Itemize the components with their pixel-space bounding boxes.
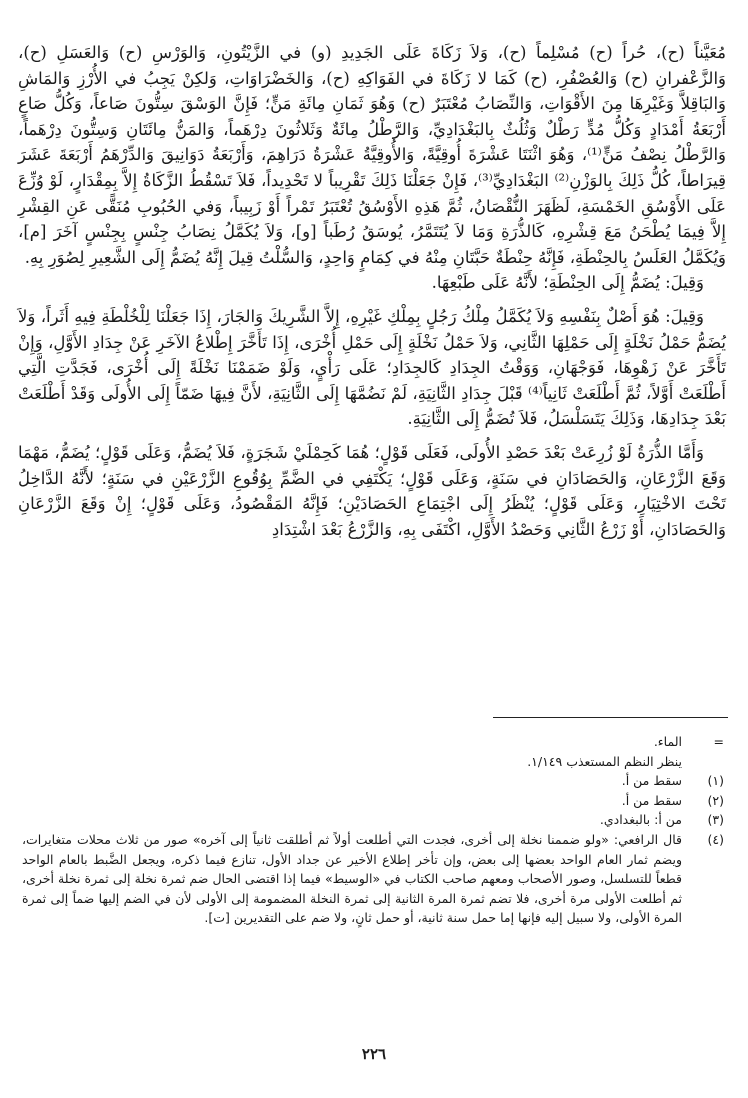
footnote-item	[22, 732, 724, 752]
footnote-text: قال الرافعي: «ولو ضممنا نخلة إلى أخرى، فجدت التي أطلعت أولاً ثم أطلقت ثانياً إلى آخره» صور من ثلاث محلات متغايرات، ويضم ثمار العام الواحد بعضها إلى بعض، وإن تأخر إطلاع الأخير عن جداد الأول، تنازع فيما ذكره، ويجعل الضَّبط بالعام الواحد قطعاً للتسلسل، وصور الأصحاب ومعهم صاحب الكتاب في «الوسيط» فيما إذا اقتضى الحال ضم ثمرة نخلة إلى ثمرة نخلة أخرى، ثم أطلعت الأولى مرة أخرى، فلا تضم ثمرة المرة الثانية إلى ثمرة النخلة المضمومة إلى الأولى لأن في الضم إليها ضماً إلى ثمرة المرة الأولى، ولا سبيل إليه فإنها إما حمل سنة ثانية، أو حمل ثانٍ، ولا ضم على التقديرين [ت].	[22, 831, 682, 926]
footnote-marker: (٢)	[707, 792, 724, 808]
main-paragraph: مُعَيَّناً (ح)، حُراً (ح) مُسْلِماً (ح)، وَلاَ زَكَاةَ عَلَى الجَدِيدِ (و) في الزَّيْتُونِ، وَالوَرْسِ (ح) وَالعَسَلِ (ح)، وَالزَّعْفرانِ (ح) وَالعُصْفُرِ، (ح) كَمَا لا زَكَاةَ في الفَوَاكِهِ (ح)، وَالخَضْرَاوَاتِ، وَلكِنْ يَجِبُ في الأُرْزِ وَالمَاشِ وَالبَاقِلاَّ وَغَيْرِهَا مِنَ الأَقْوَاتِ، وَالنِّصَابُ مُعْتَبَرٌ (ح) وَهُوَ ثَمَانِ مِائَةِ مَنٍّ؛ فَإِنَّ الوَسْقَ سِتُّونَ صَاعاً، وَكُلُّ صَاعٍ أَرْبَعَةُ أَمْدَادٍ وَكُلُّ مُدٍّ رَطْلٌ وَثُلُثٌ بِالبَغْدَادِيِّ، وَالرَّطْلُ مِائَةٌ وَثَلاثُونَ دِرْهَماً، وَالمَنُّ مِائَتَانِ وَسِتُّونَ دِرْهَماً، وَالرَّطْلُ نِصْفُ مَنٍّ⁽¹⁾، وَهُوَ اثْنَتَا عَشْرَةَ أُوقِيَّةً، وَالأُوقِيَّةُ عَشْرَةُ دَرَاهِمَ، وَأَرْبَعَةُ دَوَانِيقَ وَالدِّرْهَمُ أَرْبَعَةَ عَشَرَ قِيرَاطاً، كُلُّ ذَلِكَ بِالوَزْنِ⁽²⁾ البَغْدَادِيِّ⁽³⁾، فَإِنْ جَعَلْنَا ذَلِكَ تَقْرِيباً لا تَحْدِيداً، فَلاَ تَسْقُطُ الزَّكَاةُ إِلاَّ بِمِقْدَارٍ، لَوْ وُزِّعَ عَلَى الأَوْسُقِ الخَمْسَةِ، لَظَهَرَ النُّقْصَانُ، ثُمَّ هَذِهِ الأَوْسُقُ تُعْتَبَرُ تَمْراً أَوْ زَبِيباً، وَفي الحُبُوبِ مُنَقًّى عَنِ القِشْرِ إِلاَّ فِيمَا يُطْحَنُ مَعَ قِشْرِهِ، كَالذُّرَةِ وَمَا لاَ يُتَتَمَّرُ، يُوسَقُ رُطَباً [و]، وَلاَ يُكَمَّلُ نِصَابُ جِنْسٍ بِجِنْسٍ آخَرَ [م]، وَيُكَمَّلُ العَلَسُ بِالحِنْطَةِ، فَإِنَّهُ حِنْطَةٌ حَبَّتَانِ مِنْهُ في كِمَامٍ وَاحِدٍ، وَالسُّلْتُ قِيلَ إِنَّهُ يُضَمُّ إِلَى الشَّعِيرِ لِصُوَرِ بِهِ.	[18, 43, 727, 267]
main-paragraph: وَأَمَّا الذُّرَةُ لَوْ زُرِعَتْ بَعْدَ حَصْدِ الأُولَى، فَعَلَى قَوْلٍ؛ هُمَا كَحِمْلَيْ شَجَرَةٍ، فَلاَ يُضَمُّ، وَعَلَى قَوْلٍ؛ يُضَمُّ، مَهْمَا وَقَعَ الزَّرْعَانِ، وَالحَصَادَانِ في سَنَةٍ، وَعَلَى قَوْلٍ؛ يَكْتَفِي في الضَّمِّ بِوُقُوعِ الزَّرْعَيْنِ في سَنَةٍ؛ لأَنَّهُ الدَّاخِلُ تَحْتَ الاخْتِيَارِ، وَعَلَى قَوْلٍ؛ يُنْظَرُ إِلَى اجْتِمَاعِ الحَصَادَيْنِ؛ فَإِنَّهُ المَقْصُودُ، وَعَلَى قَوْلٍ؛ إِنْ وَقَعَ الزَّرْعَانِ وَالحَصَادَانِ، أَوْ زَرْعُ الثَّانِي وَحَصْدُ الأَوَّلِ، اكْتَفَى بِهِ، وَالزَّرْعُ بَعْدَ اشْتِدَادِ	[18, 442, 726, 539]
footnote-text: سقط من أ.	[621, 773, 682, 789]
footnote-item	[22, 771, 724, 791]
footnote-marker: (١)	[707, 773, 724, 789]
footnote-item	[22, 810, 724, 830]
footnote-item	[22, 830, 724, 928]
footnotes-section	[22, 732, 724, 928]
page-number: ٢٢٦	[361, 1045, 387, 1063]
footnote-marker: (٤)	[707, 831, 724, 847]
main-paragraph: وَقِيلَ: هُوَ أَصْلٌ بِنَفْسِهِ وَلاَ يُكَمَّلُ مِلْكُ رَجُلٍ بِمِلْكِ غَيْرِهِ، إِلاَّ الشَّرِيكَ وَالجَارَ، إِذَا جَعَلْنَا لِلْخُلْطَةِ فِيهِ أَثَراً، وَلاَ يُضَمُّ حَمْلُ نَخْلَةٍ إِلَى حَمْلِهَا الثَّانِي، وَلاَ حَمْلُ نَخْلَةٍ إِلَى حَمْلِ أُخْرَى، إِذَا تَأَخَّرَ إِطْلاعُ الآخَرِ عَنْ جِدَادِ الأَوَّلِ، وَإِنْ تَأَخَّرَ عَنْ زَهْوِهَا، فَوَجْهَانِ، وَوَقْتُ الجِدَادِ كَالجِدَادِ؛ عَلَى رَأْيٍ، وَلَوْ ضَمَمْنَا نَخْلَةً إِلَى أُخْرَى، فَجَدَّتِ الَّتِي أَطْلَعَتْ أَوَّلاً، ثُمَّ أَطْلَعَتْ ثَانِياً⁽⁴⁾ قَبْلَ جِدَادِ الثَّانِيَةِ، لَمْ نَضُمَّهَا إِلَى الثَّانِيَةِ، لأَنَّ فِيهَا ضَمّاً إِلَى الأُولَى وَقَدْ أَطْلَعَتْ بَعْدَ جِدَادِهَا، وَذَلِكَ يَتَسَلْسَلُ، فَلاَ تُضَمُّ إِلَى الثَّانِيَةِ.	[18, 306, 727, 429]
footnote-item	[22, 791, 724, 811]
footnote-text: ينظر النظم المستعذب ١/١٤٩.	[527, 753, 682, 769]
footnote-text: الماء.	[653, 734, 682, 749]
main-paragraph: وَقِيلَ: يُضَمُّ إِلَى الحِنْطَةِ؛ لأَنَّهُ عَلَى طَبْعِهَا.	[431, 273, 704, 293]
footnote-marker: =	[713, 734, 724, 749]
footnote-item	[22, 752, 724, 772]
footnote-text: سقط من أ.	[621, 792, 682, 808]
footnote-text: من أ: بالبغدادي.	[599, 812, 682, 828]
footnote-separator	[493, 717, 728, 718]
main-text-body	[18, 40, 726, 542]
footnote-marker: (٣)	[707, 812, 724, 828]
